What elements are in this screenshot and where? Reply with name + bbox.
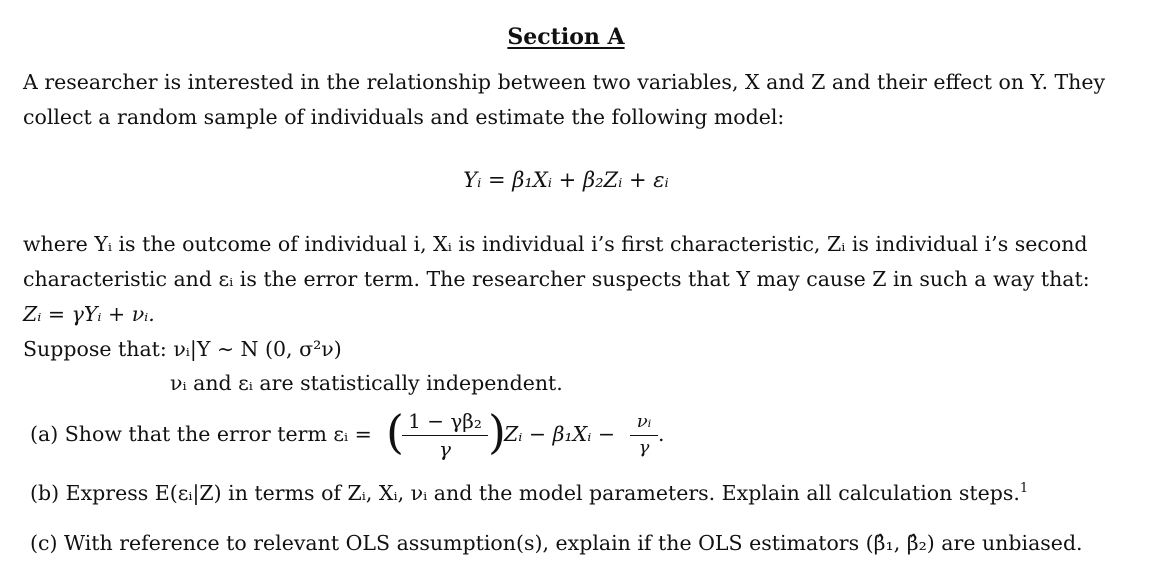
section-heading: Section A — [507, 24, 625, 50]
footnote-marker: 1 — [1019, 481, 1029, 497]
intro-line-2: collect a random sample of individuals and estimate the following model: — [23, 105, 785, 129]
frac1-numerator: 1 − γβ₂ — [408, 409, 482, 433]
question-a-middle: Zᵢ − β₁Xᵢ − — [504, 422, 616, 446]
intro-line-1: A researcher is interested in the relationship between two variables, X and Z and their effect on Y. They — [23, 70, 1106, 94]
description-line-3: Zᵢ = γYᵢ + νᵢ. — [23, 302, 155, 326]
frac1-denominator: γ — [439, 437, 451, 461]
question-a-end: . — [658, 422, 665, 446]
frac2-bar — [630, 435, 658, 436]
question-b — [30, 481, 1028, 505]
assumption-distribution: Suppose that: νᵢ|Y ∼ N (0, σ²ν) — [23, 337, 342, 361]
question-c: (c) With reference to relevant OLS assumption(s), explain if the OLS estimators (β̂₁, β̂₂) are unbiased. — [30, 531, 1083, 555]
frac1-bar — [402, 435, 488, 436]
description-line-2: characteristic and εᵢ is the error term. The researcher suspects that Y may cause Z in such a way that: — [23, 267, 1090, 291]
right-paren: ) — [488, 405, 506, 459]
assumption-independence: νᵢ and εᵢ are statistically independent. — [170, 371, 563, 395]
frac2-denominator: γ — [638, 437, 650, 458]
frac2-numerator: νᵢ — [636, 411, 652, 432]
description-line-1: where Yᵢ is the outcome of individual i, Xᵢ is individual i’s first characteristic, Zᵢ is individual i’s second — [23, 232, 1088, 256]
left-paren: ( — [386, 405, 404, 459]
model-equation: Yᵢ = β₁Xᵢ + β₂Zᵢ + εᵢ — [463, 168, 669, 192]
question-b-text: (b) Express E(εᵢ|Z) in terms of Zᵢ, Xᵢ, νᵢ and the model parameters. Explain all calculation steps. — [30, 481, 1020, 505]
question-a-prefix: (a) Show that the error term εᵢ = — [30, 422, 372, 446]
